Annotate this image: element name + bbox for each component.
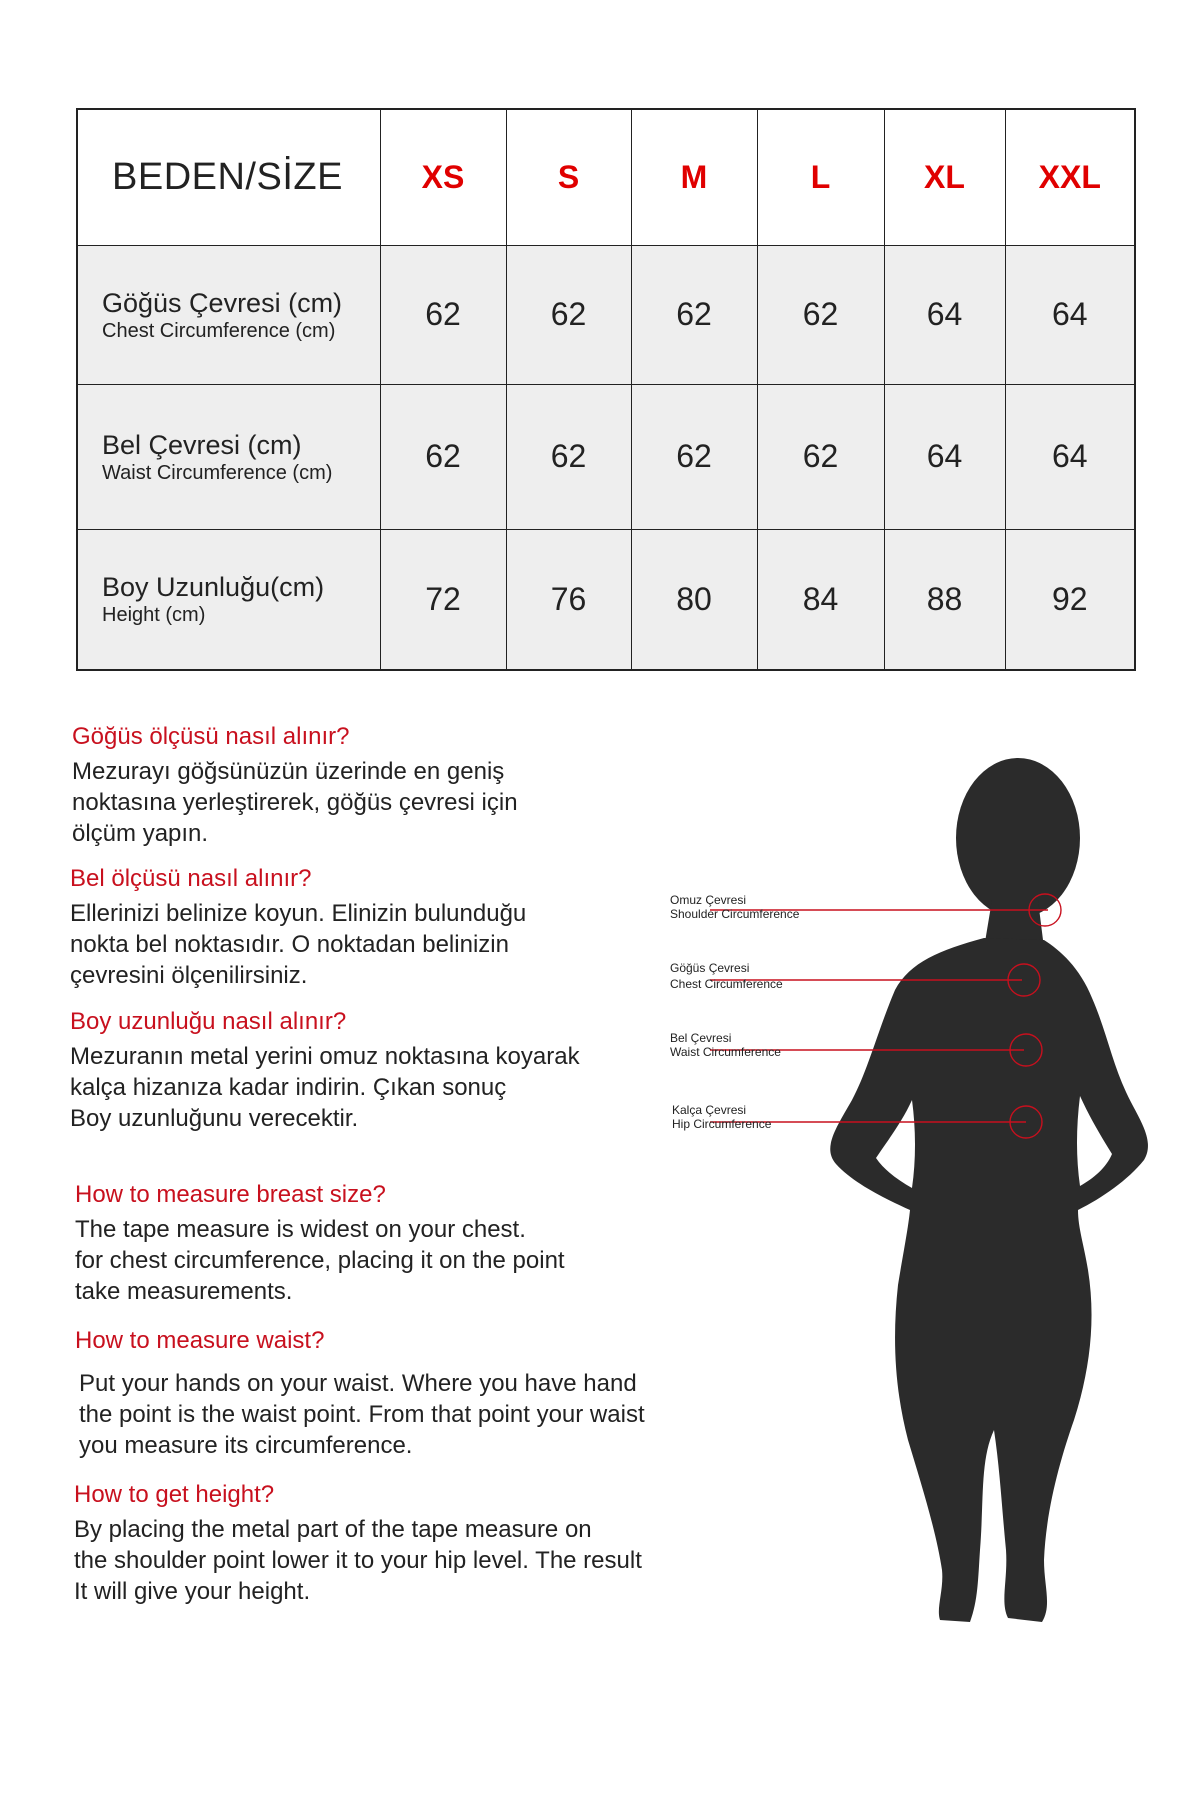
instruction-line: nokta bel noktasıdır. O noktadan belinizin [70,931,509,958]
height-value-s: 76 [506,529,631,670]
size-xl: XL [884,109,1005,245]
waist-label-en: Waist Circumference (cm) [102,461,333,484]
instruction-line: ölçüm yapın. [72,820,209,847]
body-silhouette-figure [640,740,1200,1640]
instruction-chest-tr [72,722,712,849]
height-value-xs: 72 [380,529,506,670]
height-value-m: 80 [631,529,757,670]
instruction-waist-en [75,1326,735,1461]
chest-value-xxl: 64 [1005,245,1135,384]
instruction-line: By placing the metal part of the tape measure on [74,1516,592,1543]
instruction-line: It will give your height. [74,1578,311,1605]
waist-value-xs: 62 [380,384,506,529]
instruction-height-en [74,1480,734,1607]
size-xxl: XXL [1005,109,1135,245]
chest-value-m: 62 [631,245,757,384]
instruction-question: Göğüs ölçüsü nasıl alınır? [72,723,350,750]
instruction-line: noktasına yerleştirerek, göğüs çevresi için [72,789,518,816]
height-value-l: 84 [757,529,884,670]
instruction-line: Mezuranın metal yerini omuz noktasına koyarak [70,1043,580,1070]
chest-value-l: 62 [757,245,884,384]
instruction-height-tr [70,1007,710,1134]
instruction-question: Bel ölçüsü nasıl alınır? [70,865,312,892]
callout-shoulder-tr: Omuz Çevresi [670,893,747,907]
size-m: M [631,109,757,245]
size-l: L [757,109,884,245]
height-value-xxl: 92 [1005,529,1135,670]
waist-value-s: 62 [506,384,631,529]
chest-value-xl: 64 [884,245,1005,384]
instruction-line: kalça hizanıza kadar indirin. Çıkan sonuç [70,1074,507,1101]
callout-chest-tr: Göğüs Çevresi [670,961,750,975]
instruction-question: How to measure waist? [75,1327,325,1354]
instruction-line: the point is the waist point. From that point your waist [79,1401,645,1428]
callout-chest-en: Chest Circumference [670,977,783,991]
callout-hip-en: Hip Circumference [672,1117,772,1131]
instruction-line: The tape measure is widest on your chest. [75,1216,526,1243]
instruction-line: Ellerinizi belinize koyun. Elinizin bulunduğu [70,900,527,927]
size-header-label: BEDEN/SİZE [77,109,380,245]
waist-label-tr: Bel Çevresi (cm) [102,429,302,460]
waist-value-m: 62 [631,384,757,529]
size-s: S [506,109,631,245]
callout-shoulder-en: Shoulder Circumference [670,907,800,921]
instruction-question: Boy uzunluğu nasıl alınır? [70,1008,347,1035]
instruction-line: çevresini ölçenilirsiniz. [70,962,308,989]
height-label-en: Height (cm) [102,604,206,627]
chest-value-s: 62 [506,245,631,384]
waist-value-xxl: 64 [1005,384,1135,529]
waist-value-l: 62 [757,384,884,529]
instruction-line: for chest circumference, placing it on the point [75,1247,565,1274]
waist-label [77,384,380,529]
waist-row [77,384,1135,529]
height-label-tr: Boy Uzunluğu(cm) [102,572,325,603]
chest-label-tr: Göğüs Çevresi (cm) [102,287,343,318]
instruction-line: Mezurayı göğsünüzün üzerinde en geniş [72,758,505,785]
height-value-xl: 88 [884,529,1005,670]
height-row [77,529,1135,670]
callout-waist-tr: Bel Çevresi [670,1031,732,1045]
instruction-line: the shoulder point lower it to your hip level. The result [74,1547,642,1574]
silhouette-shape [830,758,1148,1622]
size-xs: XS [380,109,506,245]
callout-hip-tr: Kalça Çevresi [672,1103,747,1117]
instruction-breast-en [75,1180,715,1307]
instruction-question: How to get height? [74,1481,275,1508]
instruction-waist-tr [70,864,710,991]
chest-label [77,245,380,384]
instruction-line: Put your hands on your waist. Where you have hand [79,1370,637,1397]
callout-waist-en: Waist Circumference [670,1045,781,1059]
instruction-line: you measure its circumference. [79,1432,413,1459]
instruction-line: Boy uzunluğunu verecektir. [70,1105,359,1132]
chest-value-xs: 62 [380,245,506,384]
instruction-question: How to measure breast size? [75,1181,386,1208]
size-chart-table [76,108,1136,671]
size-header-row [77,109,1135,245]
height-label [77,529,380,670]
instruction-line: take measurements. [75,1278,293,1305]
chest-row [77,245,1135,384]
chest-label-en: Chest Circumference (cm) [102,319,336,342]
waist-value-xl: 64 [884,384,1005,529]
